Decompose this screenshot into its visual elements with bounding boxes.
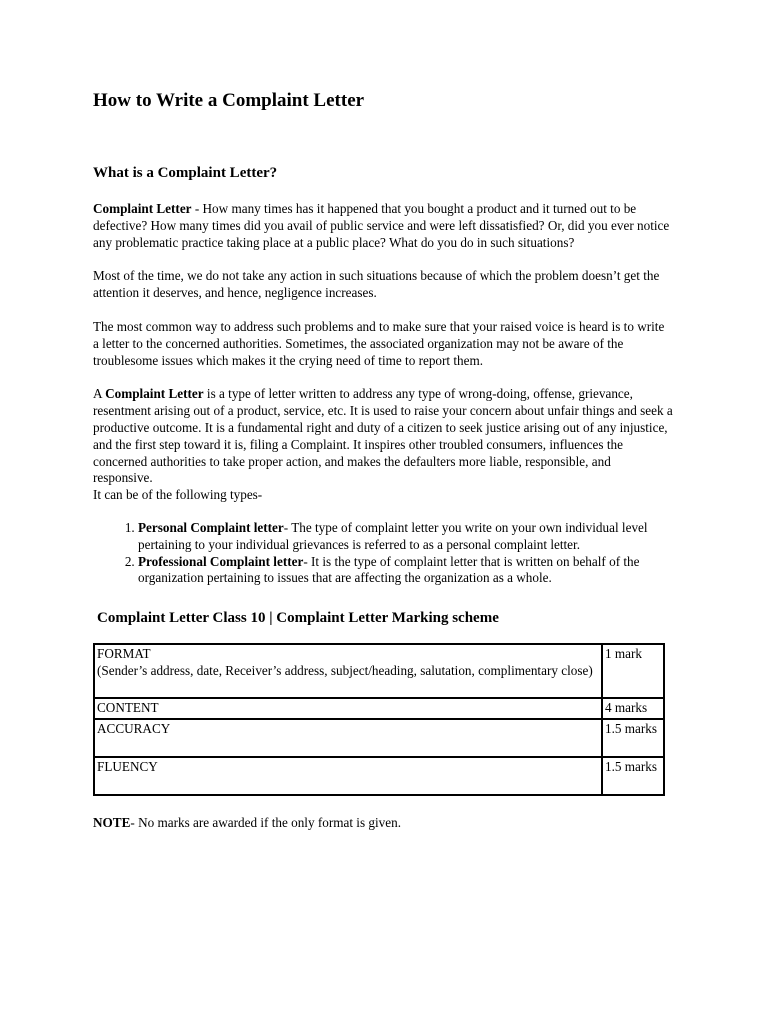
paragraph-intro-text: - How many times has it happened that you bought a product and it turned out to be defective? How many times did you avail of public service and were left dissatisfied? Or, did you ever notice any problematic practice taking place at a public place? What do you do in such situations? (93, 201, 670, 250)
paragraph-definition (93, 386, 673, 487)
document-title: How to Write a Complaint Letter (93, 90, 365, 111)
criterion-detail: (Sender’s address, date, Receiver’s address, subject/heading, salutation, complimentary close) (97, 662, 593, 678)
table-cell-criterion (94, 644, 602, 698)
table-row (94, 644, 664, 698)
paragraph-common-way: The most common way to address such problems and to make sure that your raised voice is heard is to write a letter to the concerned authorities. Sometimes, the associated organization may not be aware of the troublesome issues which makes it the crying need of time to report them. (93, 318, 665, 368)
type-description: - It is the type of complaint letter that is written on behalf of the organization pertaining to issues that are affecting the organization as a whole. (138, 553, 640, 586)
table-row (94, 698, 664, 719)
note-paragraph (93, 815, 673, 832)
table-row (94, 757, 664, 795)
table-cell-marks: 4 marks (602, 698, 664, 719)
paragraph-intro (93, 201, 673, 251)
table-cell-marks: 1.5 marks (602, 719, 664, 757)
table-cell-criterion: ACCURACY (94, 719, 602, 757)
note-text: - No marks are awarded if the only format is given. (130, 814, 401, 830)
marking-scheme-table (93, 643, 665, 796)
table-row (94, 719, 664, 757)
definition-text: is a type of letter written to address any type of wrong-doing, offense, grievance, resentment arising out of a product, service, etc. It is used to raise your concern about unfair things and seek a productive outcome. It is a fundamental right and duty of a citizen to seek justice arising out of any injustice, and the first step toward it is, filing a Complaint. It inspires other troubled consumers, influences the concerned authorities to take proper action, and makes the defaulters more liable, responsible, and responsive. (93, 386, 673, 486)
type-description: - The type of complaint letter you write on your own individual level pertaining to your individual grievances is referred to as a personal complaint letter. (138, 519, 648, 552)
term-complaint-letter: Complaint Letter (93, 201, 192, 216)
document-page (93, 88, 673, 832)
types-list (93, 520, 673, 587)
list-item (138, 554, 673, 588)
table-cell-marks: 1 mark (602, 644, 664, 698)
type-name: Personal Complaint letter (138, 519, 284, 535)
note-label: NOTE (93, 814, 131, 830)
definition-prefix: A (93, 386, 106, 402)
term-complaint-letter-2: Complaint Letter (105, 386, 204, 402)
table-cell-criterion: FLUENCY (94, 757, 602, 795)
type-name: Professional Complaint letter (138, 553, 304, 569)
list-item (138, 520, 673, 554)
paragraph-inaction: Most of the time, we do not take any action in such situations because of which the problem doesn’t get the attention it deserves, and hence, negligence increases. (93, 268, 660, 301)
table-cell-criterion: CONTENT (94, 698, 602, 719)
criterion-name: FORMAT (97, 646, 151, 662)
table-cell-marks: 1.5 marks (602, 757, 664, 795)
section-heading-what-is: What is a Complaint Letter? (93, 165, 278, 181)
section-heading-marking-scheme: Complaint Letter Class 10 | Complaint Letter Marking scheme (97, 610, 499, 627)
paragraph-types-intro: It can be of the following types- (93, 487, 263, 503)
